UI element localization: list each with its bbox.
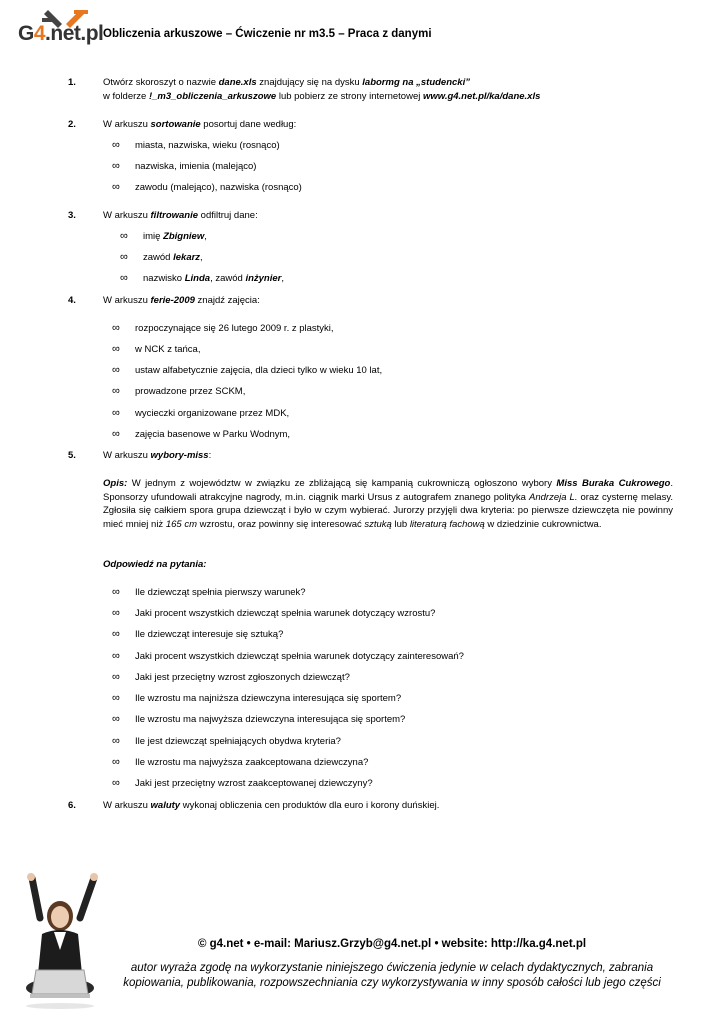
bullet-icon: ∞ (112, 385, 120, 397)
task-6-intro: W arkuszu waluty wykonaj obliczenia cen produktów dla euro i korony duńskiej. (103, 800, 440, 811)
task-6-number: 6. (68, 800, 76, 811)
bullet-icon: ∞ (112, 692, 120, 704)
bullet-icon: ∞ (120, 251, 128, 263)
bullet-icon: ∞ (112, 181, 120, 193)
bullet-icon: ∞ (112, 650, 120, 662)
footer-note-line-1: autor wyraża zgodę na wykorzystanie niniejszego ćwiczenia jedynie w celach dydaktycznych, zabrania (130, 962, 654, 974)
bullet-icon: ∞ (112, 322, 120, 334)
task-3-intro: W arkuszu filtrowanie odfiltruj dane: (103, 210, 258, 221)
footer-note-line-2: kopiowania, publikowania, rozpowszechniania czy wykorzystywania w inny sposób całości lub jego części (123, 977, 661, 989)
bullet-icon: ∞ (112, 671, 120, 683)
task-1-line-2: w folderze !_m3_obliczenia_arkuszowe lub pobierz ze strony internetowej www.g4.net.pl/ka/dane.xls (103, 91, 541, 102)
task-2-number: 2. (68, 119, 76, 130)
footer-contact: © g4.net • e-mail: Mariusz.Grzyb@g4.net.pl • website: http://ka.g4.net.pl (197, 938, 587, 950)
logo-text: G4.net.pl (18, 22, 104, 45)
page-title: Obliczenia arkuszowe – Ćwiczenie nr m3.5 – Praca z danymi (103, 28, 432, 40)
task-5-description: Opis: W jednym z województw w związku ze zbliżającą się kampanią cukrowniczą ogłoszono wybory Miss Buraka Cukrowego. Sponsorzy ufundowali atrakcyjne nagrody, m.in. ciągnik marki Ursus z autografem znanego polityka Andrzeja L. oraz cysternę melasy. Zgłosiła się całkiem spora grupa dziewcząt i było w czym wybierać. Jurorzy przyjęli dwa kryteria: po pierwsze dziewczęta nie powinny mieć mniej niż 165 cm wzrostu, oraz powinny się interesować sztuką lub literaturą fachową w dziedzinie cukrownictwa. (103, 478, 674, 530)
task-3-number: 3. (68, 210, 76, 221)
bullet-icon: ∞ (112, 160, 120, 172)
task-2-intro: W arkuszu sortowanie posortuj dane według: (103, 119, 297, 130)
bullet-icon: ∞ (112, 607, 120, 619)
bullet-icon: ∞ (112, 735, 120, 747)
g4-logo (18, 8, 104, 56)
bullet-icon: ∞ (112, 586, 120, 598)
task-1-line-1: Otwórz skoroszyt o nazwie dane.xls znajdujący się na dysku labormg na „studencki” (103, 77, 470, 88)
bullet-icon: ∞ (112, 407, 120, 419)
bullet-icon: ∞ (112, 364, 120, 376)
bullet-icon: ∞ (112, 343, 120, 355)
bullet-icon: ∞ (120, 272, 128, 284)
task-1-number: 1. (68, 77, 76, 88)
bullet-icon: ∞ (120, 230, 128, 242)
bullet-icon: ∞ (112, 756, 120, 768)
bullet-icon: ∞ (112, 713, 120, 725)
bullet-icon: ∞ (112, 777, 120, 789)
task-4-intro: W arkuszu ferie-2009 znajdź zajęcia: (103, 295, 260, 306)
bullet-icon: ∞ (112, 428, 120, 440)
task-5-intro: W arkuszu wybory-miss: (103, 450, 212, 461)
task-5-number: 5. (68, 450, 76, 461)
task-4-number: 4. (68, 295, 76, 306)
bullet-icon: ∞ (112, 139, 120, 151)
bullet-icon: ∞ (112, 628, 120, 640)
questions-heading: Odpowiedź na pytania: (103, 559, 207, 570)
